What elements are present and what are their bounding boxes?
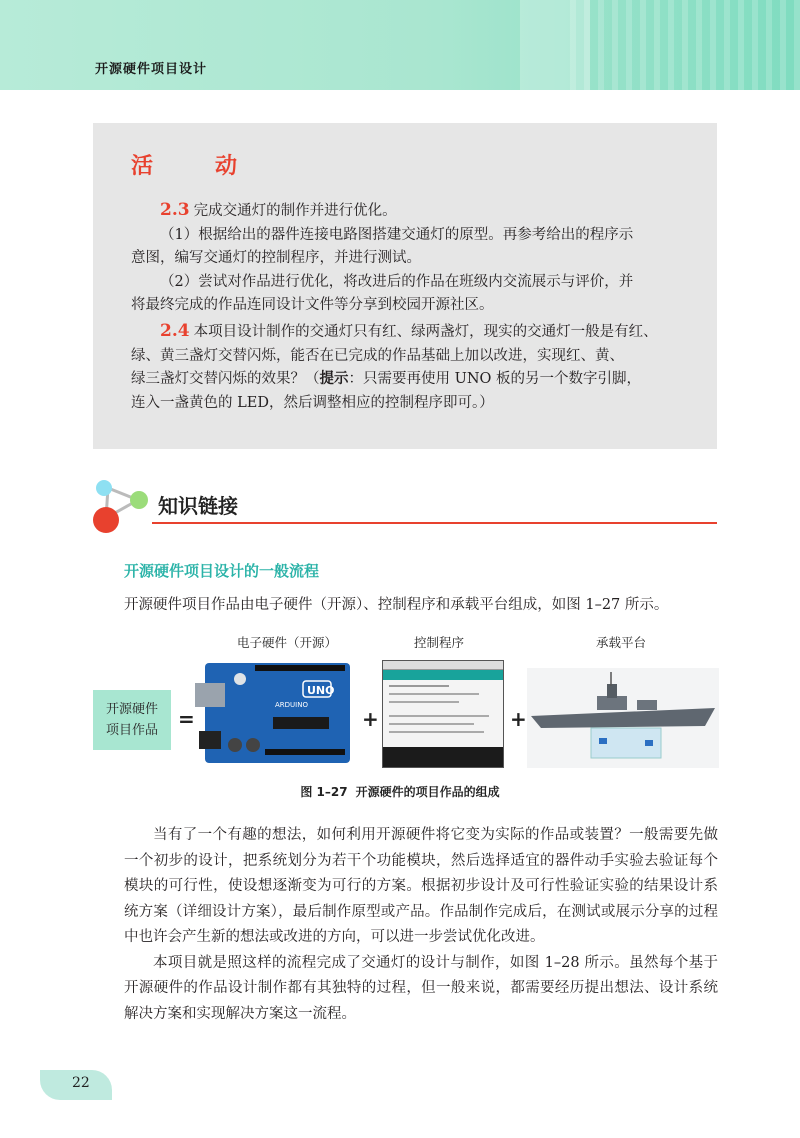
code-line [389, 723, 474, 725]
item-number: 2.3 [160, 200, 190, 220]
heading-rule [152, 522, 717, 524]
caption-number: 图 1–27 [300, 785, 348, 799]
knowledge-link-title: 知识链接 [158, 494, 238, 518]
item-text-line: 连入一盏黄色的 LED，然后调整相应的控制程序即可。） [131, 394, 494, 411]
code-line [389, 701, 459, 703]
item-text-line: 绿、黄三盏灯交替闪烁，能否在已完成的作品基础上加以改进，实现红、黄、 [131, 347, 624, 364]
activity-title: 活 动 [131, 154, 258, 179]
code-line [389, 731, 484, 733]
item-text: 本项目设计制作的交通灯只有红、绿两盏灯，现实的交通灯一般是有红、 [193, 324, 658, 340]
sub-item-line: （1）根据给出的器件连接电路图搭建交通灯的原型。再参考给出的程序示 [160, 226, 634, 243]
code-line [389, 685, 449, 687]
item-2-4-line [131, 320, 691, 345]
ship-model-image [527, 668, 719, 768]
code-line [389, 715, 489, 717]
hint-label: 提示 [319, 371, 349, 387]
activity-item-2-4 [131, 320, 691, 415]
equals-sign: = [178, 707, 195, 731]
box-line: 项目作品 [105, 723, 158, 738]
activity-item-2-3 [131, 199, 691, 318]
item-text: 完成交通灯的制作并进行优化。 [193, 203, 397, 219]
sub-item-line: 意图，编写交通灯的控制程序，并进行测试。 [131, 250, 421, 266]
header-code-pattern [570, 0, 800, 90]
project-work-box [93, 690, 171, 750]
running-title: 开源硬件项目设计 [95, 62, 208, 77]
label-program: 控制程序 [414, 635, 465, 650]
box-line: 开源硬件 [105, 702, 158, 717]
section-subheading: 开源硬件项目设计的一般流程 [124, 562, 320, 580]
board-model-text: UNO [307, 684, 335, 697]
molecule-icon [90, 478, 160, 534]
knowledge-link-heading [90, 478, 720, 534]
program-screenshot-image [382, 660, 504, 768]
body-text [124, 823, 718, 1027]
text-fragment: ：只需要再使用 UNO 板的另一个数字引脚， [348, 371, 642, 387]
board-brand-text: ARDUINO [275, 701, 308, 709]
item-2-3-line [131, 199, 691, 224]
arduino-board-image [195, 657, 355, 769]
body-paragraph: 本项目就是照这样的流程完成了交通灯的设计与制作，如图 1–28 所示。虽然每个基于开源硬件的作品设计制作都有其独特的过程，但一般来说，都需要经历提出想法、设计系统解决方案和实现解决方案这一流程。 [124, 954, 718, 1022]
item-text-line [131, 368, 691, 392]
sub-item-line: 将最终完成的作品连同设计文件等分享到校园开源社区。 [131, 297, 494, 313]
page-header [0, 0, 800, 90]
window-titlebar [383, 661, 503, 670]
page-number: 22 [72, 1075, 90, 1091]
activity-box [93, 123, 717, 449]
plus-sign: + [362, 707, 379, 731]
label-hardware: 电子硬件（开源） [237, 635, 338, 650]
ide-toolbar [383, 670, 503, 680]
sub-item-line: （2）尝试对作品进行优化，将改进后的作品在班级内交流展示与评价，并 [160, 273, 634, 290]
item-number: 2.4 [160, 321, 190, 341]
label-platform: 承载平台 [596, 635, 647, 650]
ide-console [383, 747, 503, 767]
caption-text: 开源硬件的项目作品的组成 [355, 785, 500, 799]
code-line [389, 693, 479, 695]
plus-sign: + [510, 707, 527, 731]
figure-caption [0, 783, 800, 800]
section-intro: 开源硬件项目作品由电子硬件（开源）、控制程序和承载平台组成，如图 1–27 所示。 [124, 597, 669, 613]
body-paragraph: 当有了一个有趣的想法，如何利用开源硬件将它变为实际的作品或装置？一般需要先做一个初步的设计，把系统划分为若干个功能模块，然后选择适宜的器件动手实验去验证每个模块的可行性，使设想逐渐变为可行的方案。根据初步设计及可行性验证实验的结果设计系统方案（详细设计方案），最后制作原型或产品。作品制作完成后，在测试或展示分享的过程中也许会产生新的想法或改进的方向，可以进一步尝试优化改进。 [124, 827, 718, 945]
text-fragment: 绿三盏灯交替闪烁的效果？（ [131, 371, 320, 387]
